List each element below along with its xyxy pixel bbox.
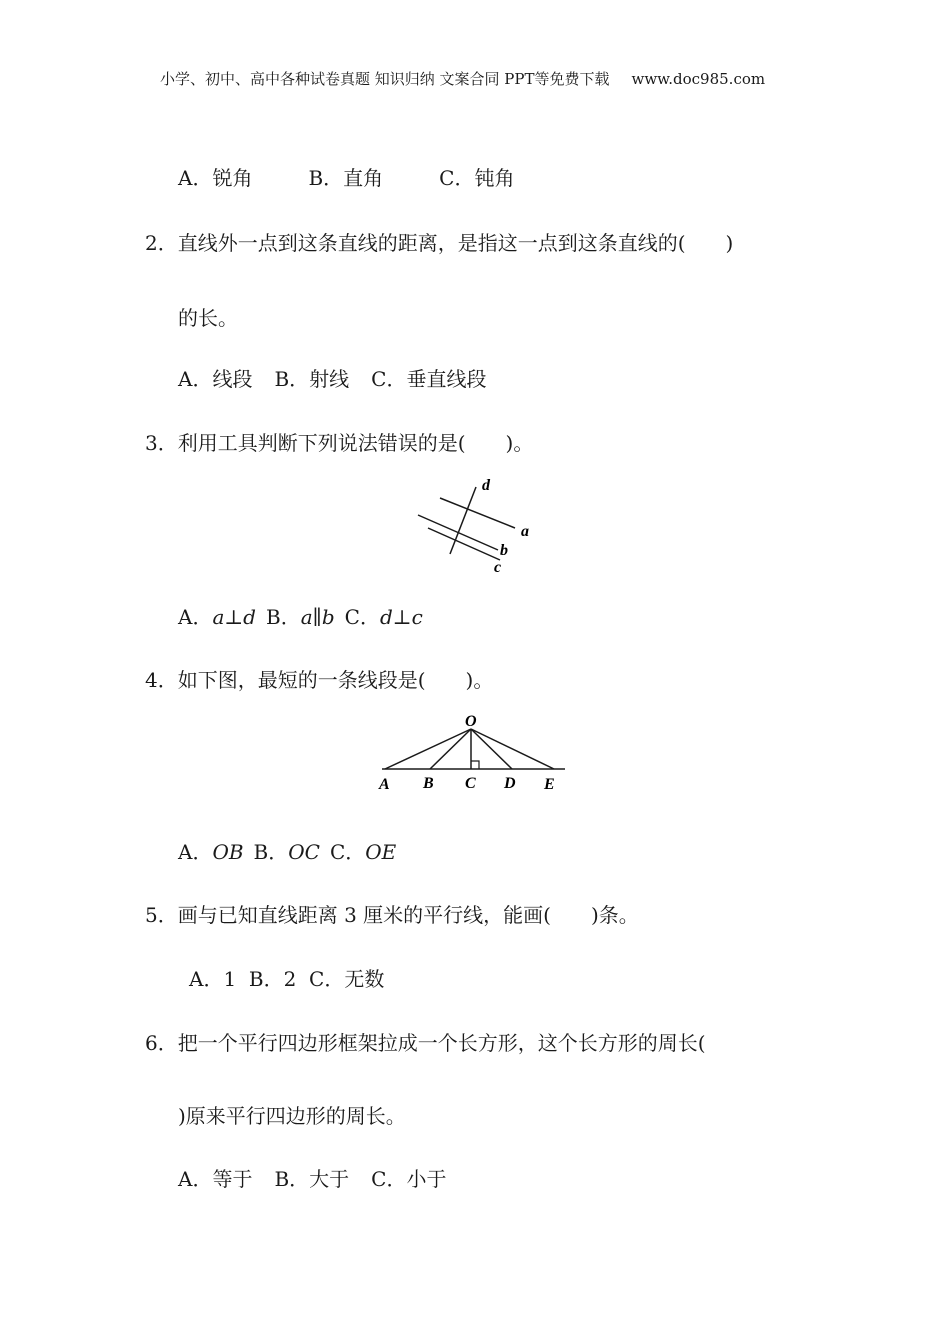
- q4-option-b-prefix: B．: [253, 840, 289, 864]
- line-a: [440, 498, 515, 528]
- label-d: d: [482, 477, 490, 494]
- label-o: O: [465, 713, 477, 730]
- q2-option-c: C．垂直线段: [371, 367, 487, 391]
- q6-stem-line1: 6．把一个平行四边形框架拉成一个长方形，这个长方形的周长(: [145, 1031, 706, 1055]
- q6-option-b: B．大于: [274, 1167, 350, 1191]
- q3-option-b-math: a∥b: [300, 605, 335, 629]
- q2-stem-line2: 的长。: [178, 306, 238, 330]
- q2-option-b: B．射线: [274, 367, 350, 391]
- q3-options: [178, 601, 423, 630]
- q3-option-a-prefix: A．: [178, 605, 213, 629]
- line-c: [428, 528, 500, 560]
- q3-option-c-prefix: C．: [344, 605, 380, 629]
- segment-od: [471, 729, 512, 769]
- q6-option-c: C．小于: [371, 1167, 447, 1191]
- q5-options: A．1 B．2 C．无数: [189, 967, 385, 991]
- segment-ob: [430, 729, 471, 769]
- q3-option-c-math: d⊥c: [379, 605, 423, 629]
- q4-option-a-math: OB: [212, 840, 244, 864]
- q2-options: [178, 363, 486, 392]
- label-d: D: [504, 775, 516, 792]
- right-angle-mark: [471, 761, 479, 769]
- page-header: [160, 68, 765, 89]
- q4-stem: 4．如下图，最短的一条线段是( )。: [145, 668, 494, 692]
- q4-option-c-prefix: C．: [329, 840, 366, 864]
- q4-option-c-math: OE: [365, 840, 397, 864]
- label-c: C: [465, 775, 476, 792]
- q1-option-a: A．锐角: [178, 166, 253, 190]
- q6-option-a: A．等于: [178, 1167, 253, 1191]
- header-title: 小学、初中、高中各种试卷真题 知识归纳 文案合同 PPT等免费下载: [160, 70, 610, 88]
- header-url: www.doc985.com: [631, 70, 766, 88]
- q4-options: [178, 836, 396, 865]
- q3-option-b-prefix: B．: [266, 605, 301, 629]
- q3-stem: 3．利用工具判断下列说法错误的是( )。: [145, 431, 534, 455]
- label-b: B: [423, 775, 434, 792]
- label-b: b: [500, 542, 508, 559]
- q6-options: [178, 1163, 446, 1192]
- q6-stem-line2: )原来平行四边形的周长。: [178, 1104, 406, 1128]
- segment-oa: [385, 729, 471, 769]
- q4-option-a-prefix: A．: [178, 840, 213, 864]
- segment-oe: [471, 729, 554, 769]
- label-e: E: [544, 776, 555, 793]
- q1-options: [178, 162, 514, 191]
- q1-option-c: C．钝角: [439, 166, 515, 190]
- q5-stem: 5．画与已知直线距离 3 厘米的平行线，能画( )条。: [145, 903, 639, 927]
- q2-option-a: A．线段: [178, 367, 253, 391]
- q3-lines-figure: [410, 470, 550, 580]
- q1-option-b: B．直角: [308, 166, 384, 190]
- label-c: c: [494, 559, 502, 576]
- q2-stem-line1: 2．直线外一点到这条直线的距离，是指这一点到这条直线的( ): [145, 231, 734, 255]
- q4-segments-figure: [370, 708, 570, 800]
- label-a: A: [379, 776, 390, 793]
- q4-option-b-math: OC: [288, 840, 320, 864]
- q3-option-a-math: a⊥d: [212, 605, 256, 629]
- label-a: a: [521, 523, 529, 540]
